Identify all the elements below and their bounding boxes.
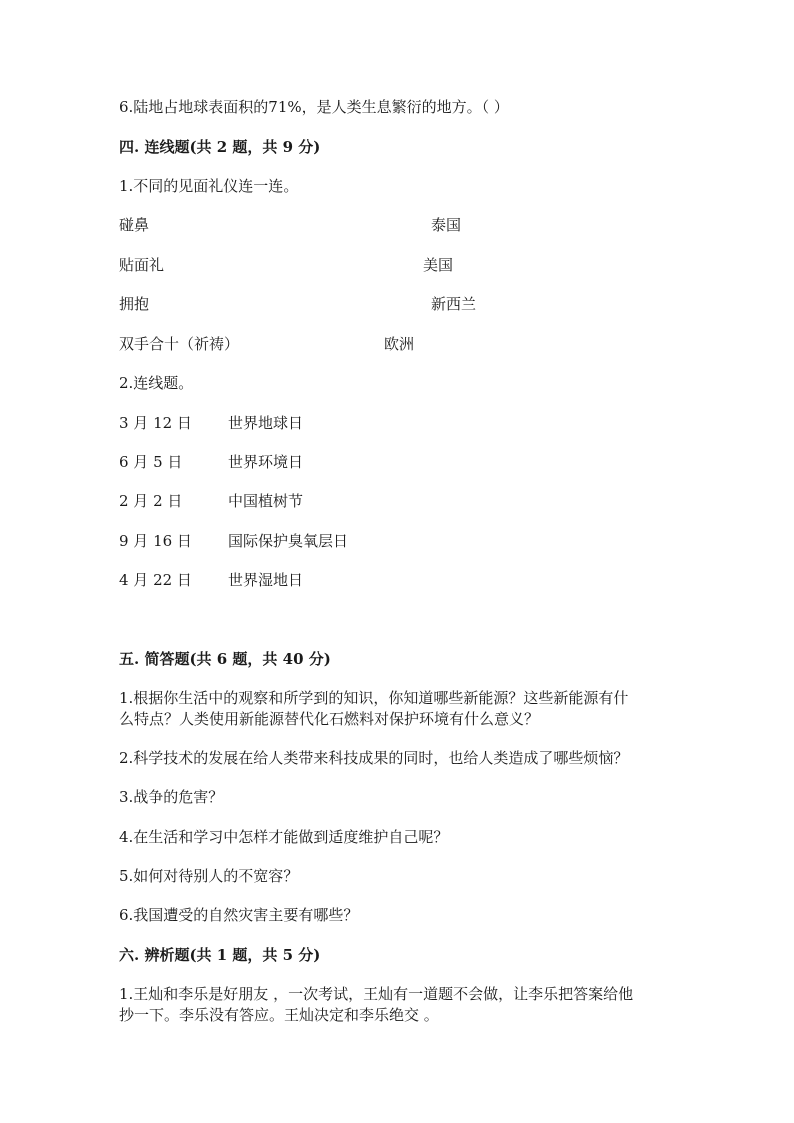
match-event: 世界地球日 [228,414,304,432]
section6-heading: 六. 辨析题(共 1 题，共 5 分) [119,946,321,964]
section5-heading: 五. 简答题(共 6 题，共 40 分) [119,650,331,668]
s6-q1-line2: 抄一下。李乐没有答应。王灿决定和李乐绝交 。 [119,1006,439,1024]
match-right-item: 泰国 [431,216,462,234]
match-right-item: 新西兰 [431,295,477,313]
s5-q4: 4.在生活和学习中怎样才能做到适度维护自己呢？ [119,828,449,846]
s5-q2: 2.科学技术的发展在给人类带来科技成果的同时，也给人类造成了哪些烦恼？ [119,749,629,767]
match-date: 3 月 12 日 [119,414,192,432]
match-date: 2 月 2 日 [119,492,183,510]
s5-q1-line2: 么特点？人类使用新能源替代化石燃料对保护环境有什么意义？ [119,710,540,728]
match-event: 中国植树节 [228,492,304,510]
match-date: 6 月 5 日 [119,453,183,471]
s5-q5: 5.如何对待别人的不宽容？ [119,867,299,885]
match-event: 国际保护臭氧层日 [228,532,349,550]
s5-q6: 6.我国遭受的自然灾害主要有哪些？ [119,906,359,924]
s4-q1-prompt: 1.不同的见面礼仪连一连。 [119,177,299,195]
s5-q3: 3.战争的危害？ [119,788,224,806]
match-event: 世界环境日 [228,453,304,471]
match-left-item: 贴面礼 [119,256,165,274]
s5-q1-line1: 1.根据你生活中的观察和所学到的知识，你知道哪些新能源？这些新能源有什 [119,689,629,707]
match-left-item: 碰鼻 [119,216,150,234]
q6-truefalse: 6.陆地占地球表面积的71%，是人类生息繁衍的地方。（ ） [119,98,509,116]
match-date: 4 月 22 日 [119,571,192,589]
match-right-item: 美国 [423,256,454,274]
s4-q2-prompt: 2.连线题。 [119,374,194,392]
match-event: 世界湿地日 [228,571,304,589]
match-left-item: 拥抱 [119,295,150,313]
s6-q1-line1: 1.王灿和李乐是好朋友 ，一次考试，王灿有一道题不会做，让李乐把答案给他 [119,985,634,1003]
match-left-item: 双手合十（祈祷） [119,335,240,353]
match-date: 9 月 16 日 [119,532,192,550]
match-right-item: 欧洲 [384,335,415,353]
section4-heading: 四. 连线题(共 2 题，共 9 分) [119,138,321,156]
